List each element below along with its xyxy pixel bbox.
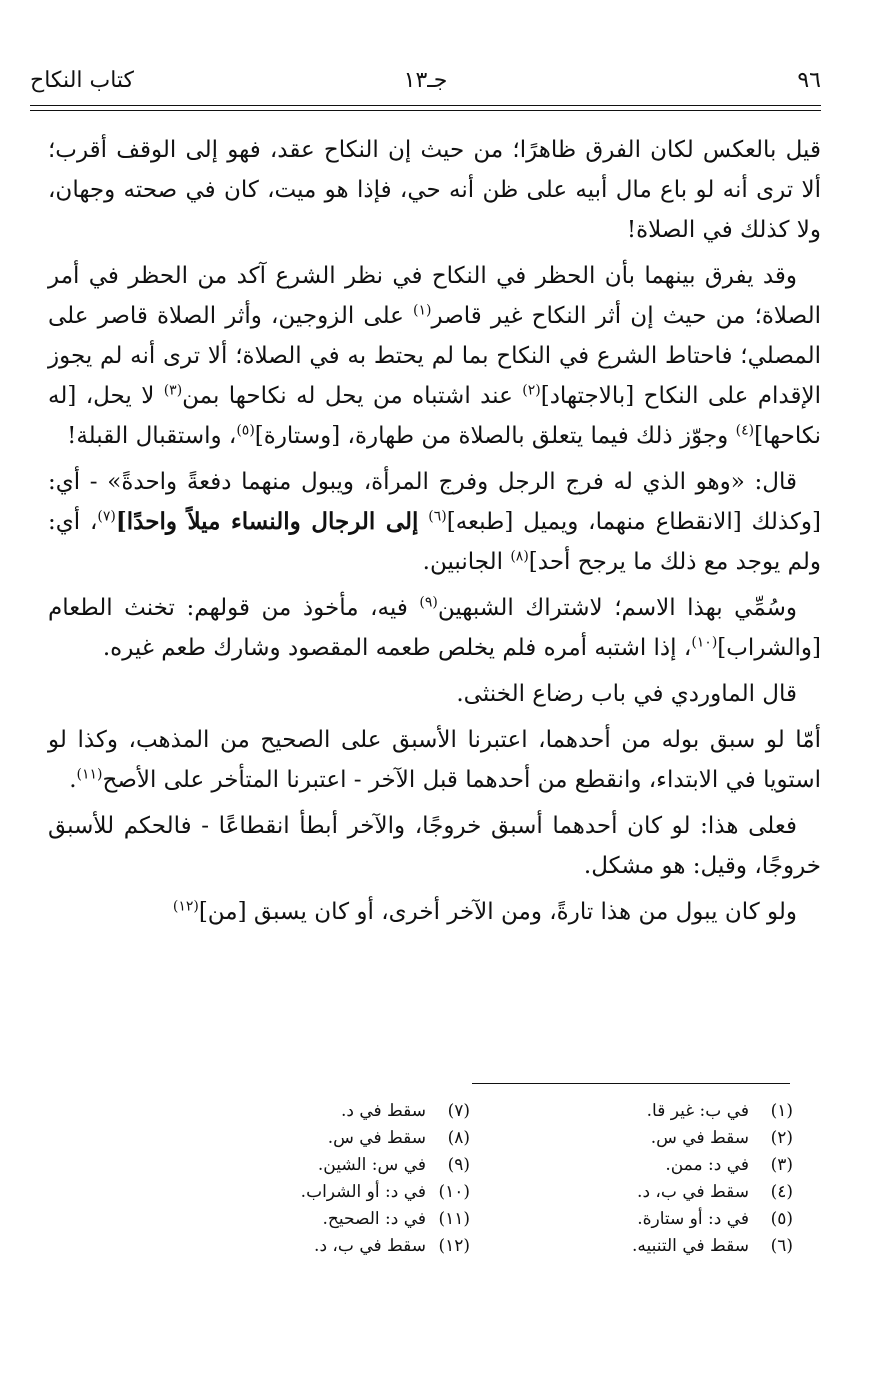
paragraph-text: الجانبين. bbox=[422, 549, 511, 575]
book-title: كتاب النكاح bbox=[30, 68, 135, 93]
footnote-number: (١٠) bbox=[438, 1182, 470, 1202]
paragraph-text: قال: «وهو الذي له فرج الرجل وفرج المرأة، ويبول منهما دفعةً واحدةً» - أي: [وكذلك [الانقطاع منهما، ويميل [طبعه] bbox=[48, 469, 822, 535]
footnote-item bbox=[210, 1125, 470, 1152]
paragraph-5 bbox=[48, 674, 821, 714]
footnote-number: (١١) bbox=[438, 1209, 470, 1229]
footnote-text: سقط في التنبيه. bbox=[631, 1236, 749, 1256]
footnote-text: في د: ممن. bbox=[665, 1155, 749, 1175]
footnote-item bbox=[533, 1098, 793, 1125]
footnote-text: سقط في س. bbox=[650, 1128, 749, 1148]
paragraph-text: وجوّز ذلك فيما يتعلق بالصلاة من طهارة، [وستارة] bbox=[254, 423, 736, 449]
paragraph-text: على الزوجين، وأثر الصلاة قاصر على المصلي؛ فاحتاط الشرع في النكاح بما لم يحتط به في الصلاة؛ ألا ترى أنه لم يجوز الإقدام على النكاح [بالاجتهاد] bbox=[48, 303, 821, 409]
footnote-text: في د: أو ستارة. bbox=[637, 1209, 749, 1229]
paragraph-text: قيل بالعكس لكان الفرق ظاهرًا؛ من حيث إن النكاح عقد، فهو إلى الوقف أقرب؛ ألا ترى أنه لو باع مال أبيه على ظن أنه حي، فإذا هو ميت، كان في صحته وجهان، ولا كذلك في الصلاة! bbox=[48, 137, 821, 243]
footnote-ref: (٢) bbox=[522, 382, 541, 399]
footnote-item bbox=[210, 1206, 470, 1233]
footnote-text: في د: أو الشراب. bbox=[300, 1182, 426, 1202]
paragraph-text: وسُمِّي بهذا الاسم؛ لاشتراك الشبهين bbox=[437, 595, 797, 621]
footnote-ref: (١) bbox=[413, 302, 432, 319]
footnote-number: (٢) bbox=[770, 1128, 793, 1148]
paragraph-6 bbox=[48, 720, 821, 800]
footnote-ref: (٥) bbox=[236, 422, 255, 439]
footnote-item bbox=[533, 1233, 793, 1260]
paragraph-text: أمّا لو سبق بوله من أحدهما، اعتبرنا الأسبق على الصحيح من المذهب، وكذا لو استويا في الابتداء، وانقطع من أحدهما قبل الآخر - اعتبرنا المتأخر على الأصح bbox=[48, 727, 821, 793]
footnote-item bbox=[210, 1152, 470, 1179]
header-rule bbox=[30, 105, 821, 106]
footnote-rule bbox=[472, 1083, 790, 1084]
paragraph-8 bbox=[48, 892, 821, 932]
footnote-number: (٤) bbox=[770, 1182, 793, 1202]
footnote-ref: (٣) bbox=[163, 382, 183, 399]
paragraph-1 bbox=[48, 130, 821, 250]
footnote-text: في ب: غير قا. bbox=[646, 1101, 749, 1121]
footnote-number: (١) bbox=[770, 1101, 793, 1121]
footnote-number: (١٢) bbox=[438, 1236, 470, 1256]
footnote-number: (٥) bbox=[770, 1209, 793, 1229]
footnote-item bbox=[533, 1152, 793, 1179]
footnotes-column-right bbox=[533, 1098, 793, 1260]
footnote-ref: (١٠) bbox=[691, 634, 718, 651]
paragraph-text: لا يحل، [له نكاحها] bbox=[48, 383, 821, 449]
footnote-text: سقط في س. bbox=[327, 1128, 426, 1148]
footnote-text: في د: الصحيح. bbox=[322, 1209, 426, 1229]
footnote-ref: (٨) bbox=[510, 548, 529, 565]
footnote-item bbox=[210, 1098, 470, 1125]
header-rule-second bbox=[30, 110, 821, 111]
footnote-number: (٩) bbox=[447, 1155, 470, 1175]
paragraph-text: ، أي: ولم يوجد مع ذلك ما يرجح أحد] bbox=[48, 509, 821, 575]
paragraph-text: وقد يفرق بينهما بأن الحظر في النكاح في نظر الشرع آكد من الحظر في أمر الصلاة؛ من حيث إن أثر النكاح غير قاصر bbox=[48, 263, 821, 329]
paragraph-text: ولو كان يبول من هذا تارةً، ومن الآخر أخرى، أو كان يسبق [من] bbox=[198, 899, 797, 925]
footnote-text: سقط في ب، د. bbox=[314, 1236, 426, 1256]
footnote-number: (٧) bbox=[447, 1101, 470, 1121]
page-header bbox=[30, 66, 821, 102]
footnote-ref: (١٢) bbox=[172, 898, 199, 915]
footnote-text: في س: الشين. bbox=[317, 1155, 426, 1175]
bold-text: إلى الرجال والنساء ميلاً واحدًا] bbox=[115, 508, 419, 535]
footnote-ref: (٦) bbox=[428, 508, 447, 525]
main-text bbox=[48, 130, 821, 938]
paragraph-text: ، واستقبال القبلة! bbox=[67, 423, 237, 449]
footnote-text: سقط في ب، د. bbox=[637, 1182, 749, 1202]
paragraph-text: عند اشتباه من يحل له نكاحها بمن bbox=[182, 383, 523, 409]
footnote-text: سقط في د. bbox=[340, 1101, 426, 1121]
footnote-ref: (٤) bbox=[735, 422, 755, 439]
paragraph-4 bbox=[48, 588, 821, 668]
paragraph-3 bbox=[48, 462, 821, 582]
paragraph-text: . bbox=[69, 767, 77, 793]
paragraph-text: قال الماوردي في باب رضاع الخنثى. bbox=[456, 681, 797, 707]
footnote-item bbox=[210, 1233, 470, 1260]
footnote-item bbox=[533, 1206, 793, 1233]
paragraph-7 bbox=[48, 806, 821, 886]
footnote-number: (٨) bbox=[447, 1128, 470, 1148]
footnotes-column-left bbox=[210, 1098, 470, 1260]
footnote-ref: (١١) bbox=[76, 766, 103, 783]
footnote-ref: (٧) bbox=[97, 508, 116, 525]
paragraph-text: فيه، مأخوذ من قولهم: تخنث الطعام [والشراب] bbox=[48, 595, 821, 661]
footnote-item bbox=[210, 1179, 470, 1206]
page-number: ٩٦ bbox=[797, 68, 821, 93]
footnote-item bbox=[533, 1179, 793, 1206]
volume-label: جـ١٣ bbox=[403, 68, 448, 93]
paragraph-text: ، إذا اشتبه أمره فلم يخلص طعمه المقصود وشارك طعم غيره. bbox=[102, 635, 692, 661]
footnote-number: (٣) bbox=[770, 1155, 793, 1175]
paragraph-text: فعلى هذا: لو كان أحدهما أسبق خروجًا، والآخر أبطأ انقطاعًا - فالحكم للأسبق خروجًا، وقيل: هو مشكل. bbox=[48, 813, 821, 879]
footnote-ref: (٩) bbox=[419, 594, 438, 611]
footnote-number: (٦) bbox=[770, 1236, 793, 1256]
paragraph-2 bbox=[48, 256, 821, 456]
paragraph-text bbox=[418, 509, 428, 535]
footnote-item bbox=[533, 1125, 793, 1152]
